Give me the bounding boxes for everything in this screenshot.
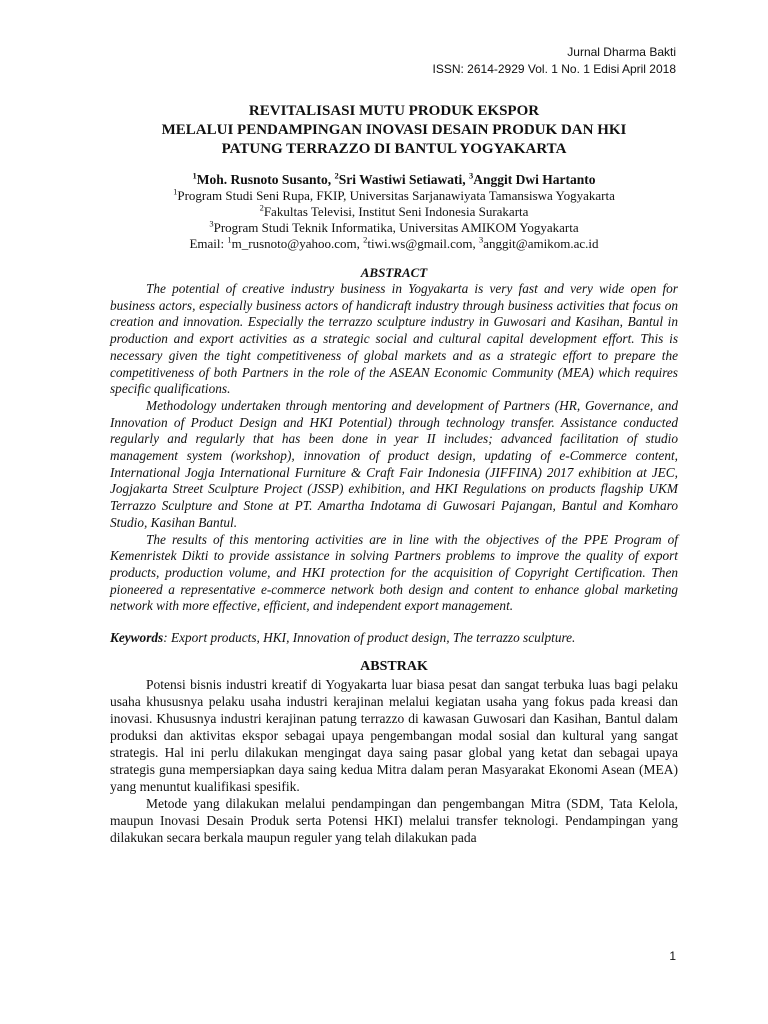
email-3-sup: 3 bbox=[479, 234, 484, 245]
abstract-paragraph-3: The results of this mentoring activities are in line with the objectives of the PPE Program of Kemenristek Dikti to provide assistance in solving Partners problems to improve the quality of export products, production volume, and HKI protection for the acquisition of Copyright Certification. Then pioneered a representative e-commerce network both design and content to enhance global marketing network with more effective, efficient, and independent export management. bbox=[110, 531, 678, 614]
abstract-paragraph-1: The potential of creative industry business in Yogyakarta is very fast and very wide open for business actors, especially business actors of handicraft industry through business activities that focus on creation and innovation. Especially the terrazzo sculpture industry in Guwosari and Kasihan, Bantul in production and export activities as a strategic social and cultural capital development effort. This is necessary given the tight competitiveness of global markets and as a strategic effort to prepare the competitiveness of both Partners in the role of the ASEAN Economic Community (MEA) which requires specific qualifications. bbox=[110, 281, 678, 397]
email-label: Email: bbox=[189, 236, 228, 251]
author-2-sup: 2 bbox=[334, 170, 339, 181]
affiliation-1-sup: 1 bbox=[173, 186, 178, 197]
affiliation-2-sup: 2 bbox=[259, 202, 264, 213]
keywords bbox=[110, 629, 678, 646]
abstrak-paragraph-2: Metode yang dilakukan melalui pendampingan dan pengembangan Mitra (SDM, Tata Kelola, maupun Inovasi Desain Produk serta Potensi HKI) melalui transfer teknologi. Pendampingan yang dilakukan secara berkala maupun reguler yang telah dilakukan pada bbox=[110, 796, 678, 846]
keywords-label: Keywords bbox=[110, 630, 164, 646]
title-line-2: MELALUI PENDAMPINGAN INOVASI DESAIN PRODUK DAN HKI bbox=[161, 122, 627, 138]
issn-line: ISSN: 2614-2929 Vol. 1 No. 1 Edisi April 2018 bbox=[432, 62, 676, 76]
affiliation-3-sup: 3 bbox=[209, 218, 214, 229]
article-body bbox=[110, 102, 678, 846]
affiliation-2 bbox=[110, 204, 678, 220]
author-list bbox=[110, 171, 678, 188]
author-3: Anggit Dwi Hartanto bbox=[473, 172, 596, 187]
email-3: anggit@amikom.ac.id bbox=[483, 236, 599, 251]
abstrak-heading: ABSTRAK bbox=[360, 659, 428, 675]
author-2: Sri Wastiwi Setiawati, bbox=[338, 172, 469, 187]
email-2: tiwi.ws@gmail.com, bbox=[367, 236, 480, 251]
abstract-heading: ABSTRACT bbox=[360, 265, 428, 280]
journal-header bbox=[433, 44, 677, 78]
page-number: 1 bbox=[669, 949, 676, 963]
affiliations bbox=[110, 188, 678, 252]
author-3-sup: 3 bbox=[468, 170, 474, 181]
abstrak-paragraph-1: Potensi bisnis industri kreatif di Yogyakarta luar biasa pesat dan sangat terbuka luas bagi pelaku usaha khususnya pelaku usaha industri kerajinan melalui kegiatan usaha yang fokus pada kreasi dan inovasi. Khususnya industri kerajinan patung terrazzo di kawasan Guwosari dan Kasihan, Bantul dalam produksi dan aktivitas ekspor sebagai upaya pengembangan modal sosial dan kultural yang sangat strategis. Hal ini perlu dilakukan mengingat daya saing pasar global yang ketat dan sebagai upaya strategis guna mempersiapkan daya saing kedua Mitra dalam peran Masyarakat Ekonomi Asean (MEA) yang menuntut kualifikasi spesifik. bbox=[110, 677, 678, 795]
author-1: Moh. Rusnoto Susanto, bbox=[196, 172, 335, 187]
journal-name: Jurnal Dharma Bakti bbox=[567, 45, 676, 59]
article-title bbox=[110, 102, 678, 159]
affiliation-3 bbox=[110, 220, 678, 236]
email-line bbox=[110, 236, 678, 252]
affiliation-1-text: Program Studi Seni Rupa, FKIP, Universitas Sarjanawiyata Tamansiswa Yogyakarta bbox=[177, 188, 615, 203]
affiliation-2-text: Fakultas Televisi, Institut Seni Indonesia Surakarta bbox=[263, 204, 529, 219]
affiliation-3-text: Program Studi Teknik Informatika, Universitas AMIKOM Yogyakarta bbox=[213, 220, 579, 235]
email-1: m_rusnoto@yahoo.com, bbox=[231, 236, 364, 251]
email-1-sup: 1 bbox=[227, 234, 232, 245]
keywords-text: : Export products, HKI, Innovation of product design, The terrazzo sculpture. bbox=[163, 630, 576, 646]
title-line-1: REVITALISASI MUTU PRODUK EKSPOR bbox=[248, 103, 540, 119]
title-line-3: PATUNG TERRAZZO DI BANTUL YOGYAKARTA bbox=[221, 141, 567, 157]
affiliation-1 bbox=[110, 188, 678, 204]
abstract-paragraph-2: Methodology undertaken through mentoring and development of Partners (HR, Governance, and Innovation of Product Design and HKI Potential) through technology transfer. Assistance conducted regularly and regularly that has been done in year II includes; advanced facilitation of studio management system (workshop), innovation of product design, updating of e-Commerce content, International Jogja International Furniture & Craft Fair Indonesia (JIFFINA) 2017 exhibition at JEC, Jogjakarta Street Sculpture Project (JSSP) exhibition, and HKI Regulations on products flagship UKM Terrazzo Sculpture and Stone at PT. Amartha Indotama di Guwosari Pajangan, Bantul and Komharo Studio, Kasihan Bantul. bbox=[110, 397, 678, 530]
email-2-sup: 2 bbox=[363, 234, 368, 245]
author-1-sup: 1 bbox=[192, 170, 197, 181]
